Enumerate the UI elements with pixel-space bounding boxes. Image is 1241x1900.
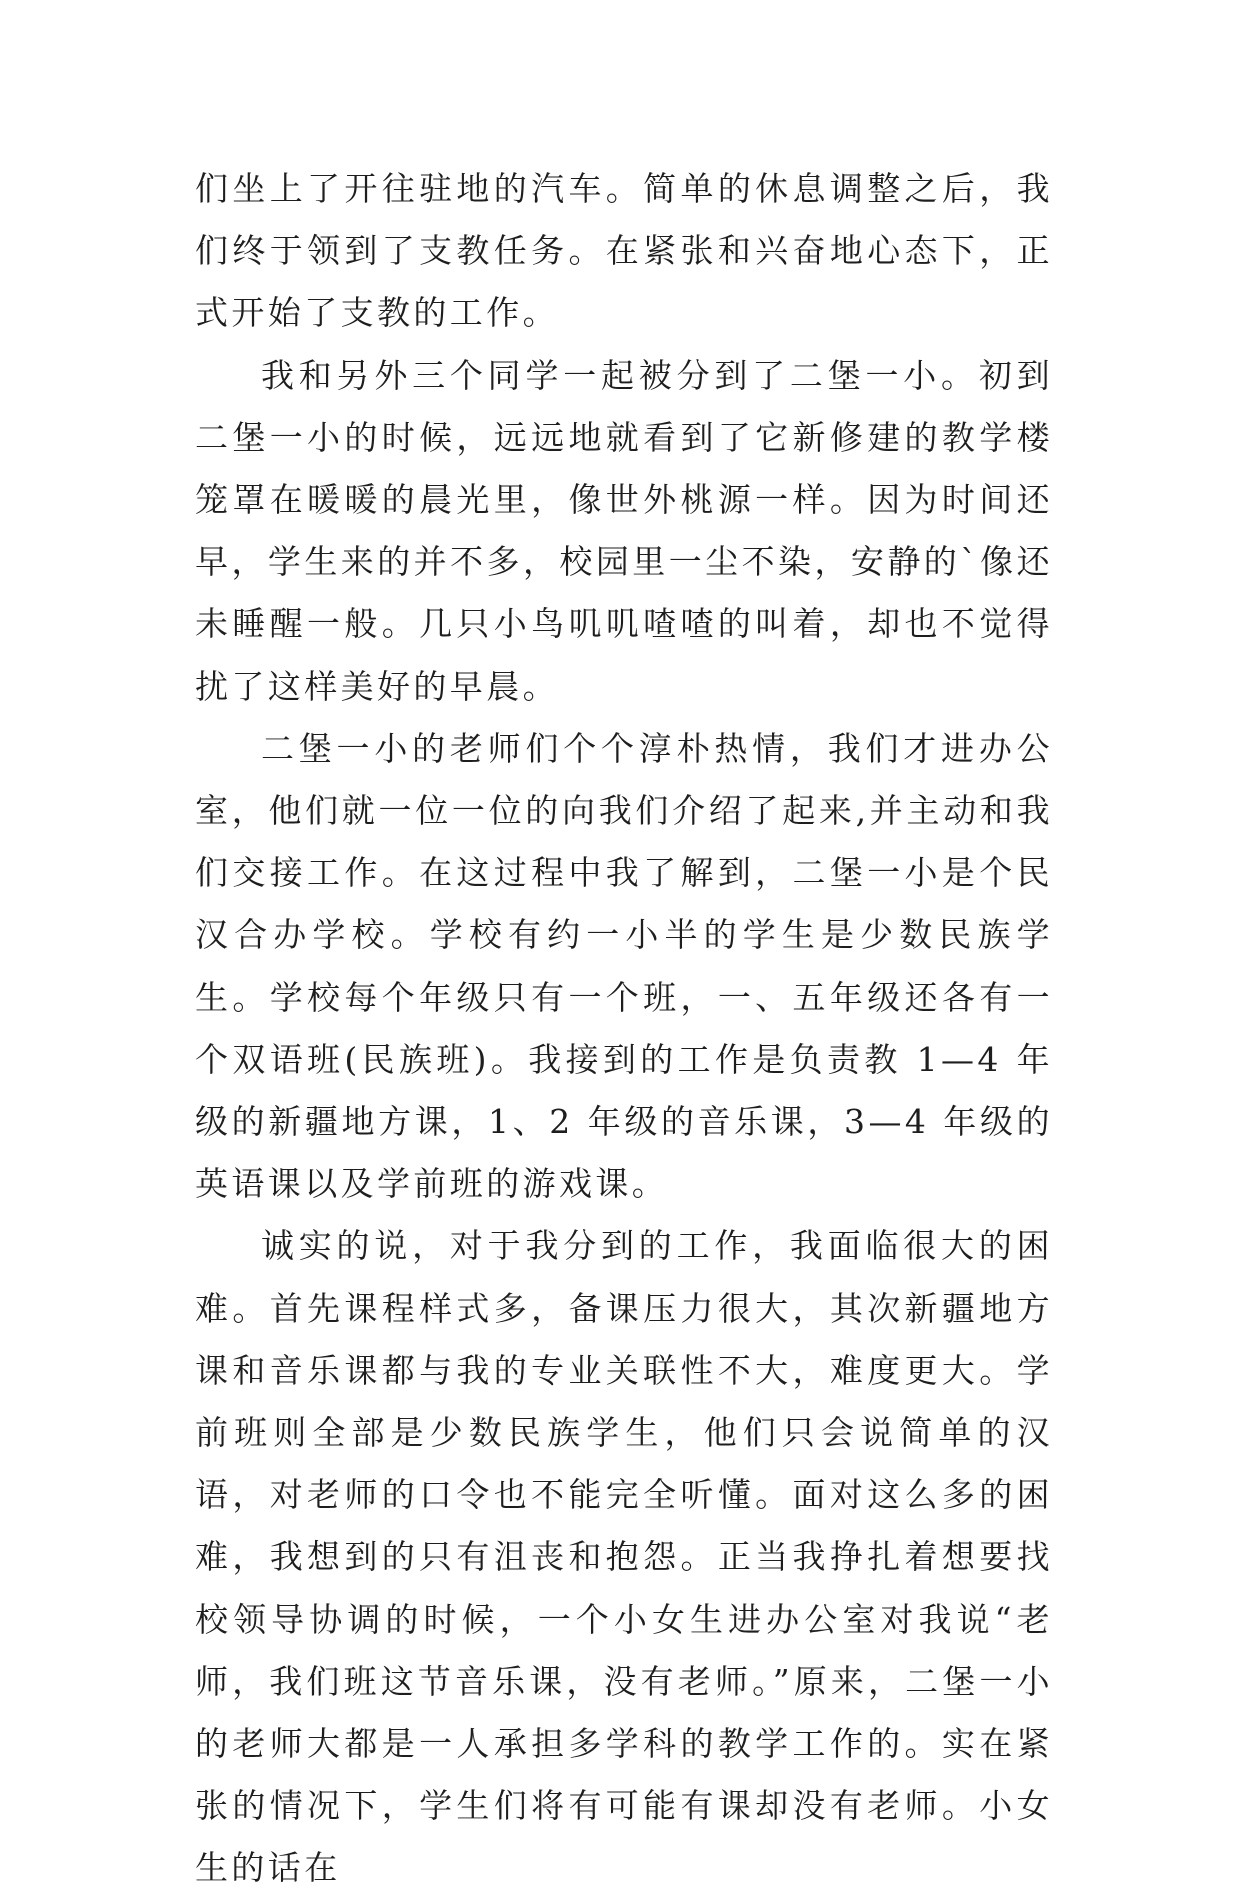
paragraph-2: 我和另外三个同学一起被分到了二堡一小。初到二堡一小的时候，远远地就看到了它新修建的教学楼笼罩在暖暖的晨光里，像世外桃源一样。因为时间还早，学生来的并不多，校园里一尘不染，安静的`像还未睡醒一般。几只小鸟叽叽喳喳的叫着，却也不觉得扰了这样美好的早晨。 [195,355,1053,706]
paragraph-1: 们坐上了开往驻地的汽车。简单的休息调整之后，我们终于领到了支教任务。在紧张和兴奋地心态下，正式开始了支教的工作。 [195,169,1053,333]
paragraph-4: 诚实的说，对于我分到的工作，我面临很大的困难。首先课程样式多，备课压力很大，其次新疆地方课和音乐课都与我的专业关联性不大，难度更大。学前班则全部是少数民族学生，他们只会说简单的汉语，对老师的口令也不能完全听懂。面对这么多的困难，我想到的只有沮丧和抱怨。正当我挣扎着想要找校领导协调的时候，一个小女生进办公室对我说“老师，我们班这节音乐课，没有老师。”原来，二堡一小的老师大都是一人承担多学科的教学工作的。实在紧张的情况下，学生们将有可能有课却没有老师。小女生的话在 [195,1226,1053,1888]
document-body [195,158,1053,1900]
paragraph-3: 二堡一小的老师们个个淳朴热情，我们才进办公室，他们就一位一位的向我们介绍了起来,并主动和我们交接工作。在这过程中我了解到，二堡一小是个民汉合办学校。学校有约一小半的学生是少数民族学生。学校每个年级只有一个班，一、五年级还各有一个双语班(民族班)。我接到的工作是负责教 1—4 年级的新疆地方课，1、2 年级的音乐课，3—4 年级的英语课以及学前班的游戏课。 [195,728,1053,1204]
